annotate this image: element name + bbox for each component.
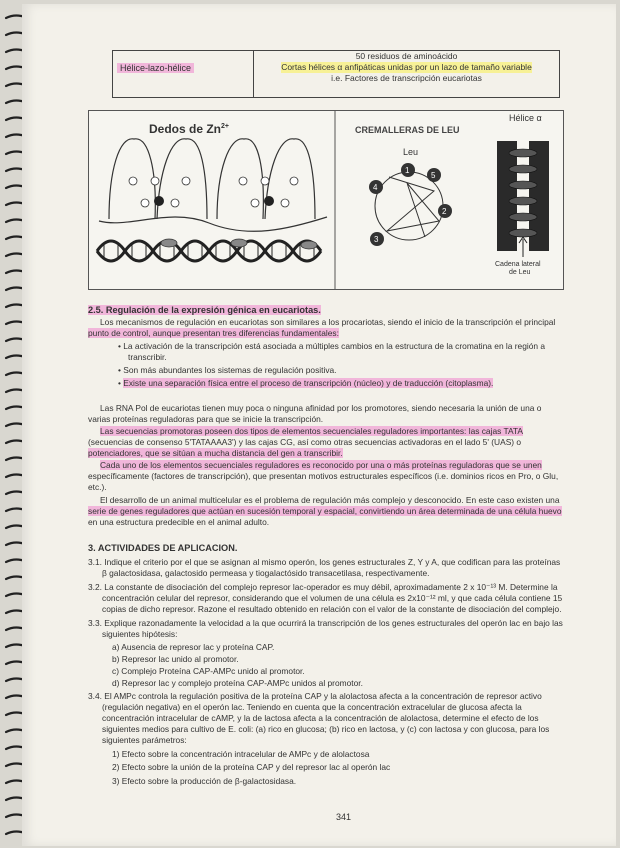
q33-item-d: d) Represor lac y complejo proteína CAP-AMPc unidos al promotor. [112, 678, 363, 688]
section-2-5-title: 2.5. Regulación de la expresión génica en eucariotas. [88, 305, 321, 315]
p1-line-b: punto de control, aunque presentan tres diferencias fundamentales: [88, 328, 339, 338]
dna-helix-drawing [97, 241, 321, 261]
q34-line-e: siguientes parámetros: [102, 735, 187, 745]
motif-table [112, 50, 560, 98]
svg-text:4: 4 [373, 183, 378, 192]
q34-item-3: 3) Efecto sobre la producción de β-galactosidasa. [112, 776, 297, 786]
p2-line-a: Las RNA Pol de eucariotas tienen muy poca o ninguna afinidad por los promotores, siendo necesaria la unión de una o [100, 403, 542, 413]
svg-text:1: 1 [405, 166, 410, 175]
bullet-1-b: transcribir. [128, 352, 167, 362]
q34-line-c: concentración intracelular de cAMP, y la de lactosa afecta a la concentración de alolactosa, determine el efecto de los [102, 713, 539, 723]
q32-line-b: concentración celular del represor, considerando que el volumen de una célula es 2x10⁻¹² ml, y que cada célula contiene 15 [102, 593, 563, 603]
zinc-charge: 2+ [221, 123, 229, 130]
p5-line-b: serie de genes reguladores que actúan en sucesión temporal y espacial, convirtiendo un área determinada de una célula huevo [88, 506, 562, 516]
p4-line-a: Cada uno de los elementos secuenciales reguladores es reconocido por una o más proteínas reguladoras que se unen [100, 460, 542, 470]
helix-alpha-label: Hélice α [509, 113, 542, 123]
q33-item-b: b) Represor lac unido al promotor. [112, 654, 239, 664]
q34-line-a: 3.4. El AMPc controla la regulación positiva de la proteína CAP y la alolactosa afecta a la concentración de represor activo [88, 691, 542, 701]
q34-line-b: (regulación negativa) en el operón lac. Teniendo en cuenta que la concentración extracelular de glucosa afecta la [102, 702, 522, 712]
coiled-coil-drawing [497, 141, 549, 257]
leucine-zipper-title: CREMALLERAS DE LEU [355, 125, 460, 135]
wheel-node-4 [369, 180, 383, 194]
leu-label: Leu [403, 147, 419, 157]
q34-item-1: 1) Efecto sobre la concentración intracelular de AMPc y de alolactosa [112, 749, 370, 759]
q31-line-b: β galactosidasa, galactosido permeasa y tiogalactósido transacetilasa, respectivamente. [102, 568, 430, 578]
q33-line-b: siguientes hipótesis: [102, 629, 178, 639]
page-number: 341 [336, 812, 352, 822]
motif-description-cell [254, 51, 559, 97]
q34-item-2: 2) Efecto sobre la unión de la proteína CAP y del represor lac al operón lac [112, 762, 391, 772]
bullet-2: Son más abundantes los sistemas de regulación positiva. [123, 365, 337, 375]
zinc-finger-title: Dedos de Zn [149, 122, 222, 136]
svg-text:3: 3 [374, 235, 379, 244]
motif-row-3: i.e. Factores de transcripción eucariotas [331, 73, 482, 83]
q32-line-a: 3.2. La constante de disociación del complejo represor lac-operador es muy débil, aproximadamente 2 x 10⁻¹³ M. Determine la [88, 582, 558, 592]
q34-line-d: siguientes medios para cultivo de E. coli: (a) rico en glucosa; (b) rico en lactosa, y (c) con lactosa y con glucosa, para los [102, 724, 550, 734]
motif-row-2: Cortas hélices α anfipáticas unidas por un lazo de tamaño variable [281, 62, 532, 72]
p4-line-c: etc.). [88, 482, 107, 492]
dna-binding-motifs-figure [88, 110, 564, 290]
motif-name: Hélice-lazo-hélice [117, 63, 194, 73]
p3-line-a: Las secuencias promotoras poseen dos tipos de elementos secuenciales reguladores importantes: las cajas TATA [100, 426, 524, 436]
p4-line-b: específicamente (factores de transcripción), que presentan motivos estructurales específicos (i.e. dominios ricos en Pro, o Glu, [88, 471, 559, 481]
p5-line-a: El desarrollo de un animal multicelular es el problema de regulación más complejo y desconocido. En este caso existen una [100, 495, 560, 505]
motif-name-cell [113, 51, 254, 97]
section-3-title: 3. ACTIVIDADES DE APLICACION. [88, 543, 238, 553]
q33-line-a: 3.3. Explique razonadamente la velocidad a la que ocurrirá la transcripción de los genes estructurales del operón lac en bajo las [88, 618, 563, 628]
wheel-node-5 [427, 168, 441, 182]
figure-svg [89, 111, 563, 289]
wheel-node-2 [438, 204, 452, 218]
helical-wheel-drawing [375, 172, 443, 240]
wheel-node-1 [401, 163, 415, 177]
p3-line-b: (secuencias de consenso 5'TATAAAA3') y las cajas CG, así como otras secuencias activadoras en el lado 5' (UAS) o [88, 437, 522, 447]
svg-text:2: 2 [442, 207, 447, 216]
svg-text:5: 5 [431, 171, 436, 180]
q33-item-c: c) Complejo Proteína CAP-AMPc unido al promotor. [112, 666, 305, 676]
p3-line-c: potenciadores, que se sitúan a mucha distancia del gen a transcribir. [88, 448, 343, 458]
p5-line-c: en una estructura predecible en el animal adulto. [88, 517, 270, 527]
bullet-3: Existe una separación física entre el proceso de transcripción (núcleo) y de traducción (citoplasma). [123, 378, 494, 388]
side-chain-label-1: Cadena lateral [495, 261, 541, 268]
q33-item-a: a) Ausencia de represor lac y proteína CAP. [112, 642, 275, 652]
side-chain-label-2: de Leu [509, 269, 531, 276]
wheel-node-3 [370, 232, 384, 246]
q31-line-a: 3.1. Indique el criterio por el que se asignan al mismo operón, los genes estructurales Z, Y y A, que codifican para las proteínas [88, 557, 561, 567]
p2-line-b: varias proteínas reguladoras para que se inicie la transcripción. [88, 414, 324, 424]
motif-row-1: 50 residuos de aminoácido [355, 51, 458, 61]
q32-line-c: copias de dicho represor. Razone el resultado obtenido en relación con el valor de la constante de disociación del complejo. [102, 604, 562, 614]
p1-line-a: Los mecanismos de regulación en eucariotas son similares a los procariotas, siendo el inicio de la transcripción el principal [100, 317, 556, 327]
bullet-1-a: La activación de la transcripción está asociada a múltiples cambios en la estructura de la cromatina en la región a [123, 341, 546, 351]
